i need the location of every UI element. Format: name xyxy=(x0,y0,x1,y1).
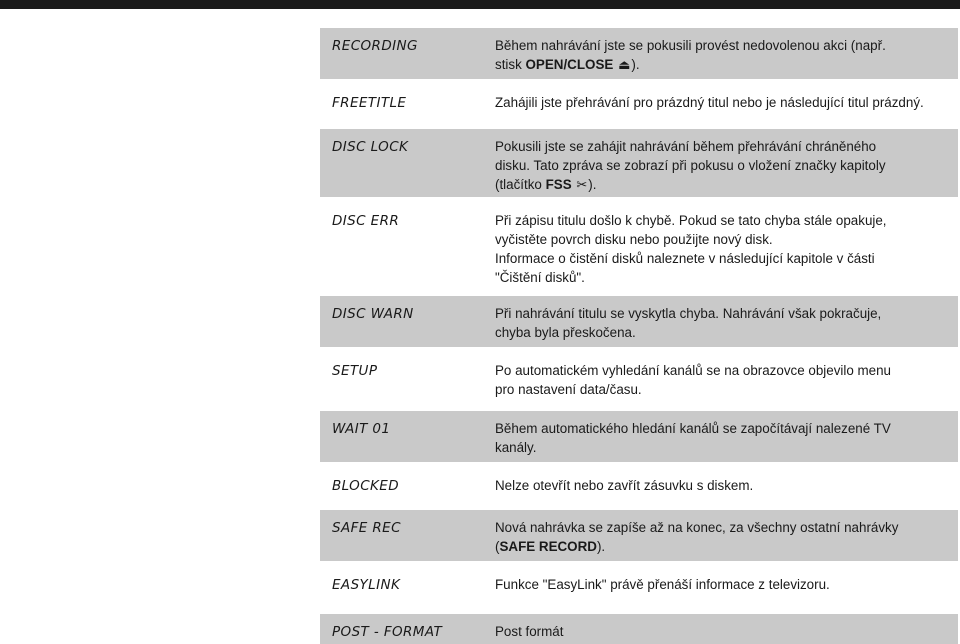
message-row xyxy=(320,353,958,405)
message-description xyxy=(495,36,943,74)
message-code: DISC LOCK xyxy=(332,139,409,155)
description-line: Funkce "EasyLink" právě přenáší informace z televizoru. xyxy=(495,577,830,592)
description-line: chyba byla přeskočena. xyxy=(495,325,636,340)
button-name: OPEN/CLOSE xyxy=(525,57,614,72)
message-row xyxy=(320,468,958,508)
description-line: Během nahrávání jste se pokusili provést nedovolenou akci (např. xyxy=(495,38,886,53)
description-line: Během automatického hledání kanálů se započítávají nalezené TV xyxy=(495,421,891,436)
description-line: pro nastavení data/času. xyxy=(495,382,642,397)
message-code: SAFE REC xyxy=(332,520,401,536)
message-description xyxy=(495,361,943,399)
message-description xyxy=(495,518,943,556)
message-code: DISC WARN xyxy=(332,306,414,322)
message-description xyxy=(495,211,943,287)
message-description xyxy=(495,476,943,495)
description-line: stisk OPEN/CLOSE ⏏). xyxy=(495,57,640,72)
description-line: Pokusili jste se zahájit nahrávání během přehrávání chráněného xyxy=(495,139,877,154)
message-row xyxy=(320,129,958,197)
message-description xyxy=(495,419,943,457)
description-line: vyčistěte povrch disku nebo použijte nový disk. xyxy=(495,232,773,247)
description-line: disku. Tato zpráva se zobrazí při pokusu o vložení značky kapitoly xyxy=(495,158,886,173)
message-code: EASYLINK xyxy=(332,577,401,593)
description-line: (tlačítko FSS ✂). xyxy=(495,177,597,192)
message-code: DISC ERR xyxy=(332,213,400,229)
description-line: Informace o čistění disků naleznete v následující kapitole v části xyxy=(495,251,875,266)
button-name: SAFE RECORD xyxy=(499,539,597,554)
message-description xyxy=(495,622,943,641)
description-line: "Čištění disků". xyxy=(495,270,585,285)
eject-icon: ⏏ xyxy=(618,57,631,72)
message-row xyxy=(320,510,958,561)
message-description xyxy=(495,137,943,194)
message-row xyxy=(320,411,958,462)
message-code: RECORDING xyxy=(332,38,418,54)
description-line: Nová nahrávka se zapíše až na konec, za všechny ostatní nahrávky xyxy=(495,520,899,535)
description-line: Nelze otevřít nebo zavřít zásuvku s diskem. xyxy=(495,478,754,493)
message-row xyxy=(320,28,958,79)
message-row xyxy=(320,614,958,644)
description-line: kanály. xyxy=(495,440,537,455)
message-code: FREETITLE xyxy=(332,95,407,111)
message-row xyxy=(320,296,958,347)
message-code: SETUP xyxy=(332,363,378,379)
description-line: Zahájili jste přehrávání pro prázdný titul nebo je následující titul prázdný. xyxy=(495,95,924,110)
message-code: POST - FORMAT xyxy=(332,624,443,640)
message-code: BLOCKED xyxy=(332,478,399,494)
description-line: Při zápisu titulu došlo k chybě. Pokud se tato chyba stále opakuje, xyxy=(495,213,887,228)
scissors-icon: ✂ xyxy=(576,177,588,192)
description-line: (SAFE RECORD). xyxy=(495,539,606,554)
description-line: Při nahrávání titulu se vyskytla chyba. Nahrávání však pokračuje, xyxy=(495,306,882,321)
message-description xyxy=(495,304,943,342)
message-code: WAIT 01 xyxy=(332,421,391,437)
top-rule xyxy=(0,0,960,9)
description-line: Post formát xyxy=(495,624,564,639)
message-row xyxy=(320,203,958,295)
message-description xyxy=(495,575,943,594)
message-description xyxy=(495,93,943,112)
message-row xyxy=(320,567,958,613)
button-name: FSS xyxy=(545,177,572,192)
message-row xyxy=(320,85,958,123)
description-line: Po automatickém vyhledání kanálů se na obrazovce objevilo menu xyxy=(495,363,891,378)
